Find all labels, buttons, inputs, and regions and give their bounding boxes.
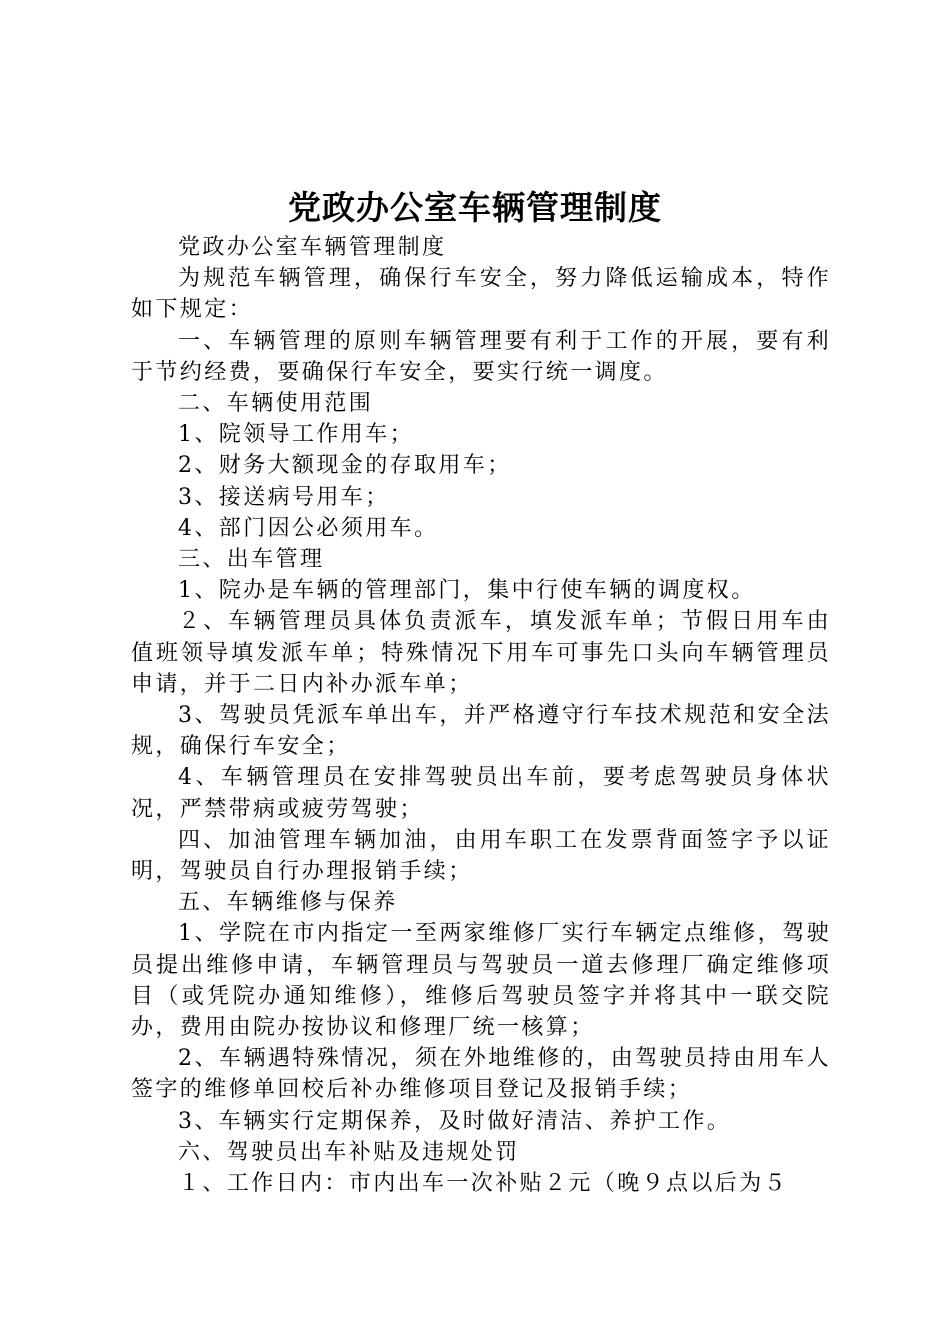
- paragraph-section-5-heading: 五、车辆维修与保养: [178, 890, 398, 916]
- paragraph-item: 1、学院在市内指定一至两家维修厂实行车辆定点维修，驾驶员提出维修申请，车辆管理员与驾驶员一道去修理厂确定维修项目（或凭院办通知维修），维修后驾驶员签字并将其中一联交院办，费用由院办按协议和修理厂统一核算；: [131, 921, 831, 1041]
- paragraph-subtitle: 党政办公室车辆管理制度: [178, 235, 447, 260]
- paragraph-section-6-heading: 六、驾驶员出车补贴及违规处罚: [178, 1139, 520, 1165]
- paragraph-item: 4、部门因公必须用车。: [178, 515, 439, 541]
- paragraph-section-1: 一、车辆管理的原则车辆管理要有利于工作的开展，要有利于节约经费，要确保行车安全，要实行统一调度。: [131, 328, 831, 385]
- paragraph-section-2-heading: 二、车辆使用范围: [178, 391, 374, 417]
- paragraph-section-3-heading: 三、出车管理: [178, 547, 325, 573]
- paragraph-section-4: 四、加油管理车辆加油，由用车职工在发票背面签字予以证明，驾驶员自行办理报销手续；: [131, 827, 831, 885]
- paragraph-item: 1、院办是车辆的管理部门，集中行使车辆的调度权。: [178, 578, 756, 604]
- paragraph-intro: 为规范车辆管理，确保行车安全，努力降低运输成本，特作如下规定：: [131, 266, 831, 323]
- document-title: 党政办公室车辆管理制度: [288, 188, 662, 227]
- document-body: [131, 232, 831, 1199]
- paragraph-item: 2、车辆遇特殊情况，须在外地维修的，由驾驶员持由用车人签字的维修单回校后补办维修项目登记及报销手续；: [131, 1046, 831, 1103]
- paragraph-item: 3、接送病号用车；: [178, 484, 390, 510]
- paragraph-item: 1、院领导工作用车；: [178, 422, 414, 448]
- paragraph-item: 3、车辆实行定期保养，及时做好清洁、养护工作。: [178, 1108, 732, 1134]
- paragraph-item: １、工作日内：市内出车一次补贴２元（晚９点以后为５: [178, 1171, 789, 1197]
- paragraph-item: 4、车辆管理员在安排驾驶员出车前，要考虑驾驶员身体状况，严禁带病或疲劳驾驶；: [131, 765, 831, 822]
- paragraph-item: 3、驾驶员凭派车单出车，并严格遵守行车技术规范和安全法规，确保行车安全；: [131, 703, 831, 760]
- paragraph-item: ２、车辆管理员具体负责派车，填发派车单；节假日用车由值班领导填发派车单；特殊情况下用车可事先口头向车辆管理员申请，并于二日内补办派车单；: [131, 609, 831, 697]
- paragraph-item: 2、财务大额现金的存取用车；: [178, 453, 512, 479]
